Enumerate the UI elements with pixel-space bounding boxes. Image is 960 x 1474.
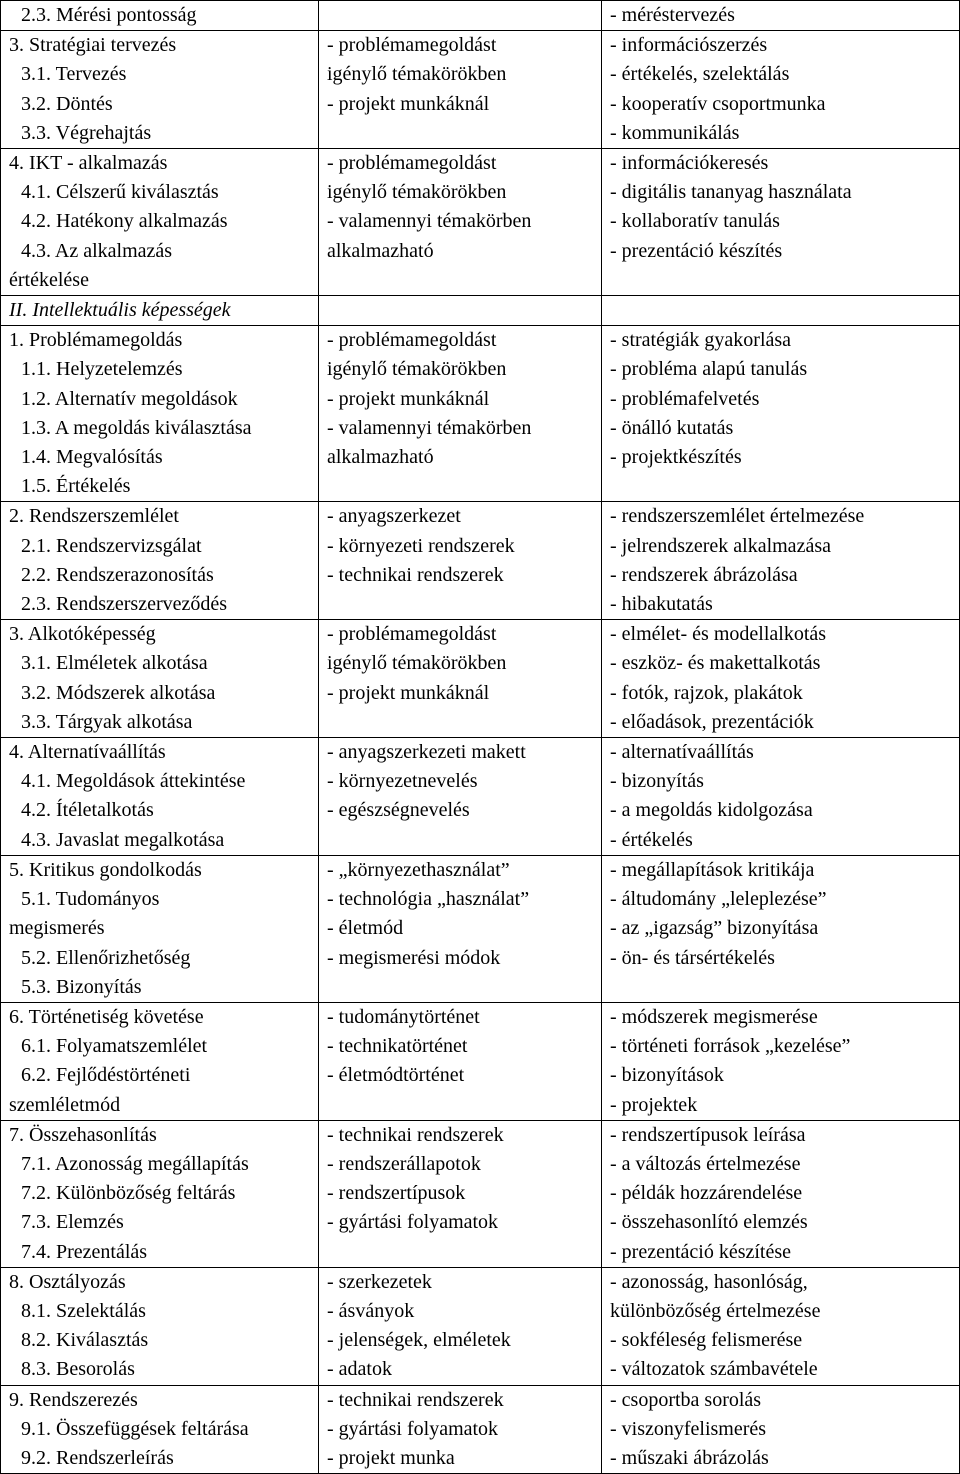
cell-line: - csoportba sorolás bbox=[610, 1388, 762, 1411]
skill-cell bbox=[1, 1267, 319, 1385]
activity-cell bbox=[602, 31, 960, 149]
table-row bbox=[1, 1120, 960, 1267]
cell-line: - az „igazság” bizonyítása bbox=[610, 917, 819, 940]
topic-cell bbox=[319, 1120, 602, 1267]
cell-line: - összehasonlító elemzés bbox=[610, 1211, 808, 1234]
cell-line: - adatok bbox=[327, 1358, 392, 1381]
cell-line: - életmódtörténet bbox=[327, 1064, 465, 1087]
activity-cell bbox=[602, 149, 960, 296]
cell-line: - probléma alapú tanulás bbox=[610, 358, 808, 381]
cell-line: - technikai rendszerek bbox=[327, 1123, 504, 1146]
cell-line: 1.1. Helyzetelemzés bbox=[21, 358, 183, 381]
cell-line: igénylő témakörökben bbox=[327, 181, 507, 204]
activity-cell bbox=[602, 620, 960, 738]
topic-cell bbox=[319, 1, 602, 31]
cell-line: - előadások, prezentációk bbox=[610, 710, 814, 733]
skill-cell bbox=[1, 1120, 319, 1267]
skill-cell bbox=[1, 620, 319, 738]
table-row bbox=[1, 296, 960, 326]
table-row bbox=[1, 502, 960, 620]
cell-line: 3.1. Tervezés bbox=[21, 63, 127, 86]
cell-line: 8.1. Szelektálás bbox=[21, 1299, 146, 1322]
cell-line: 3. Stratégiai tervezés bbox=[9, 34, 177, 57]
cell-line: szemléletmód bbox=[9, 1093, 121, 1116]
cell-line: 4.2. Ítéletalkotás bbox=[21, 799, 154, 822]
cell-line: - anyagszerkezeti makett bbox=[327, 741, 526, 764]
cell-line: - technikai rendszerek bbox=[327, 1388, 504, 1411]
table-row bbox=[1, 1267, 960, 1385]
cell-line: - önálló kutatás bbox=[610, 416, 734, 439]
cell-line: - problémamegoldást bbox=[327, 623, 497, 646]
cell-line: - projekt munkáknál bbox=[327, 681, 490, 704]
cell-line: - rendszerszemlélet értelmezése bbox=[610, 505, 865, 528]
table-row bbox=[1, 326, 960, 502]
cell-line: 5.2. Ellenőrizhetőség bbox=[21, 946, 191, 969]
table-row bbox=[1, 620, 960, 738]
topic-cell bbox=[319, 855, 602, 1002]
activity-cell bbox=[602, 855, 960, 1002]
cell-line: 2.2. Rendszerazonosítás bbox=[21, 563, 214, 586]
cell-line: - digitális tananyag használata bbox=[610, 181, 852, 204]
activity-cell bbox=[602, 1120, 960, 1267]
cell-line: 4.1. Célszerű kiválasztás bbox=[21, 181, 219, 204]
cell-line: - rendszerek ábrázolása bbox=[610, 563, 798, 586]
cell-line: - jelenségek, elméletek bbox=[327, 1329, 511, 1352]
cell-line: 4.3. Javaslat megalkotása bbox=[21, 828, 225, 851]
cell-line: - változatok számbavétele bbox=[610, 1358, 818, 1381]
cell-line: - kommunikálás bbox=[610, 121, 740, 144]
activity-cell bbox=[602, 502, 960, 620]
cell-line: 4.2. Hatékony alkalmazás bbox=[21, 210, 228, 233]
skill-cell bbox=[1, 738, 319, 856]
table-row bbox=[1, 855, 960, 1002]
topic-cell bbox=[319, 1267, 602, 1385]
table-row bbox=[1, 1002, 960, 1120]
cell-line: - viszonyfelismerés bbox=[610, 1417, 767, 1440]
topic-cell bbox=[319, 620, 602, 738]
cell-line: - technikatörténet bbox=[327, 1035, 468, 1058]
cell-line: - a megoldás kidolgozása bbox=[610, 799, 813, 822]
cell-line: 2.3. Rendszerszerveződés bbox=[21, 593, 228, 616]
cell-line: - technológia „használat” bbox=[327, 888, 530, 911]
cell-line: 9.1. Összefüggések feltárása bbox=[21, 1417, 249, 1440]
activity-cell bbox=[602, 738, 960, 856]
table-row bbox=[1, 738, 960, 856]
cell-line: - gyártási folyamatok bbox=[327, 1211, 499, 1234]
cell-line: 5. Kritikus gondolkodás bbox=[9, 858, 202, 881]
cell-line: 7.3. Elemzés bbox=[21, 1211, 124, 1234]
skill-cell bbox=[1, 1385, 319, 1474]
cell-line: 8. Osztályozás bbox=[9, 1270, 126, 1293]
cell-line: 2.1. Rendszervizsgálat bbox=[21, 534, 202, 557]
cell-line: - információkeresés bbox=[610, 152, 769, 175]
cell-line: - eszköz- és makettalkotás bbox=[610, 652, 821, 675]
cell-line: - gyártási folyamatok bbox=[327, 1417, 499, 1440]
cell-line: - műszaki ábrázolás bbox=[610, 1446, 769, 1469]
topic-cell bbox=[319, 1002, 602, 1120]
skill-cell bbox=[1, 31, 319, 149]
cell-line: 9. Rendszerezés bbox=[9, 1388, 138, 1411]
cell-line: különbözőség értelmezése bbox=[610, 1299, 821, 1322]
activity-cell bbox=[602, 1, 960, 31]
cell-line: - egészségnevelés bbox=[327, 799, 470, 822]
cell-line: 6.1. Folyamatszemlélet bbox=[21, 1035, 208, 1058]
cell-line: - hibakutatás bbox=[610, 593, 713, 616]
cell-line: értékelése bbox=[9, 268, 89, 291]
cell-line: - bizonyítások bbox=[610, 1064, 724, 1087]
cell-line: 3.3. Tárgyak alkotása bbox=[21, 710, 193, 733]
skill-cell bbox=[1, 296, 319, 326]
cell-line: - projekt munkáknál bbox=[327, 92, 490, 115]
cell-line: - értékelés bbox=[610, 828, 693, 851]
cell-line: 4. Alternatívaállítás bbox=[9, 741, 166, 764]
skill-cell bbox=[1, 149, 319, 296]
cell-line: 4.3. Az alkalmazás bbox=[21, 239, 173, 262]
cell-line: - problémamegoldást bbox=[327, 329, 497, 352]
cell-line: - információszerzés bbox=[610, 34, 768, 57]
skill-cell bbox=[1, 855, 319, 1002]
cell-line: - valamennyi témakörben bbox=[327, 416, 532, 439]
cell-line: - elmélet- és modellalkotás bbox=[610, 623, 827, 646]
cell-line: - megállapítások kritikája bbox=[610, 858, 815, 881]
cell-line: - jelrendszerek alkalmazása bbox=[610, 534, 831, 557]
table-row bbox=[1, 31, 960, 149]
cell-line: - szerkezetek bbox=[327, 1270, 432, 1293]
cell-line: 1.5. Értékelés bbox=[21, 475, 131, 498]
cell-line: - bizonyítás bbox=[610, 770, 704, 793]
cell-line: 5.1. Tudományos bbox=[21, 888, 160, 911]
cell-line: - problémamegoldást bbox=[327, 152, 497, 175]
cell-line: 7. Összehasonlítás bbox=[9, 1123, 157, 1146]
cell-line: - történeti források „kezelése” bbox=[610, 1035, 851, 1058]
table-row bbox=[1, 149, 960, 296]
cell-line: 1. Problémamegoldás bbox=[9, 329, 183, 352]
cell-line: 9.2. Rendszerleírás bbox=[21, 1446, 174, 1469]
cell-line: - „környezethasználat” bbox=[327, 858, 510, 881]
cell-line: - ásványok bbox=[327, 1299, 415, 1322]
cell-line: - kollaboratív tanulás bbox=[610, 210, 780, 233]
table-row bbox=[1, 1385, 960, 1474]
cell-line: - környezetnevelés bbox=[327, 770, 478, 793]
cell-line: - prezentáció készítés bbox=[610, 239, 783, 262]
activity-cell bbox=[602, 1267, 960, 1385]
cell-line: - problémamegoldást bbox=[327, 34, 497, 57]
cell-line: 4.1. Megoldások áttekintése bbox=[21, 770, 246, 793]
cell-line: - azonosság, hasonlóság, bbox=[610, 1270, 808, 1293]
topic-cell bbox=[319, 738, 602, 856]
cell-line: - tudománytörténet bbox=[327, 1005, 480, 1028]
cell-line: igénylő témakörökben bbox=[327, 63, 507, 86]
cell-line: - alternatívaállítás bbox=[610, 741, 754, 764]
topic-cell bbox=[319, 296, 602, 326]
cell-line: - technikai rendszerek bbox=[327, 563, 504, 586]
cell-line: - megismerési módok bbox=[327, 946, 501, 969]
cell-line: 3.3. Végrehajtás bbox=[21, 121, 152, 144]
cell-line: - rendszertípusok leírása bbox=[610, 1123, 806, 1146]
cell-line: - méréstervezés bbox=[610, 4, 735, 26]
activity-cell bbox=[602, 1385, 960, 1474]
cell-line: - környezeti rendszerek bbox=[327, 534, 515, 557]
activity-cell bbox=[602, 326, 960, 502]
cell-line: - prezentáció készítése bbox=[610, 1240, 792, 1263]
topic-cell bbox=[319, 1385, 602, 1474]
topic-cell bbox=[319, 149, 602, 296]
topic-cell bbox=[319, 31, 602, 149]
cell-line: - projekt munka bbox=[327, 1446, 455, 1469]
cell-line: 7.4. Prezentálás bbox=[21, 1240, 148, 1263]
cell-line: 3.1. Elméletek alkotása bbox=[21, 652, 208, 675]
cell-line: 6. Történetiség követése bbox=[9, 1005, 204, 1028]
cell-line: - rendszerállapotok bbox=[327, 1152, 481, 1175]
cell-line: 8.2. Kiválasztás bbox=[21, 1329, 149, 1352]
cell-line: - életmód bbox=[327, 917, 404, 940]
cell-line: - stratégiák gyakorlása bbox=[610, 329, 792, 352]
skill-cell bbox=[1, 1002, 319, 1120]
cell-line: megismerés bbox=[9, 917, 105, 940]
cell-line: - értékelés, szelektálás bbox=[610, 63, 790, 86]
topic-cell bbox=[319, 326, 602, 502]
skill-cell bbox=[1, 326, 319, 502]
cell-line: 8.3. Besorolás bbox=[21, 1358, 135, 1381]
cell-line: - áltudomány „leleplezése” bbox=[610, 888, 827, 911]
cell-line: II. Intellektuális képességek bbox=[9, 299, 231, 322]
cell-line: - módszerek megismerése bbox=[610, 1005, 818, 1028]
cell-line: 3.2. Módszerek alkotása bbox=[21, 681, 216, 704]
cell-line: alkalmazható bbox=[327, 446, 434, 469]
cell-line: - problémafelvetés bbox=[610, 387, 760, 410]
cell-line: 7.1. Azonosság megállapítás bbox=[21, 1152, 249, 1175]
cell-line: 1.2. Alternatív megoldások bbox=[21, 387, 238, 410]
activity-cell bbox=[602, 1002, 960, 1120]
cell-line: 6.2. Fejlődéstörténeti bbox=[21, 1064, 191, 1087]
cell-line: - ön- és társértékelés bbox=[610, 946, 775, 969]
cell-line: - rendszertípusok bbox=[327, 1182, 466, 1205]
cell-line: alkalmazható bbox=[327, 239, 434, 262]
skill-cell bbox=[1, 1, 319, 31]
cell-line: - valamennyi témakörben bbox=[327, 210, 532, 233]
cell-line: igénylő témakörökben bbox=[327, 652, 507, 675]
cell-line: 3.2. Döntés bbox=[21, 92, 113, 115]
cell-line: 2. Rendszerszemlélet bbox=[9, 505, 179, 528]
cell-line: 2.3. Mérési pontosság bbox=[21, 4, 197, 26]
cell-line: - projektek bbox=[610, 1093, 698, 1116]
cell-line: 3. Alkotóképesség bbox=[9, 623, 156, 646]
cell-line: 5.3. Bizonyítás bbox=[21, 975, 142, 998]
skill-cell bbox=[1, 502, 319, 620]
topic-cell bbox=[319, 502, 602, 620]
table-row bbox=[1, 1, 960, 31]
cell-line: 7.2. Különbözőség feltárás bbox=[21, 1182, 236, 1205]
cell-line: 4. IKT - alkalmazás bbox=[9, 152, 168, 175]
cell-line: - projekt munkáknál bbox=[327, 387, 490, 410]
cell-line: 1.3. A megoldás kiválasztása bbox=[21, 416, 252, 439]
cell-line: - fotók, rajzok, plakátok bbox=[610, 681, 803, 704]
cell-line: - projektkészítés bbox=[610, 446, 742, 469]
cell-line: - kooperatív csoportmunka bbox=[610, 92, 826, 115]
cell-line: - példák hozzárendelése bbox=[610, 1182, 803, 1205]
activity-cell bbox=[602, 296, 960, 326]
cell-line: - a változás értelmezése bbox=[610, 1152, 801, 1175]
cell-line: igénylő témakörökben bbox=[327, 358, 507, 381]
cell-line: - sokféleség felismerése bbox=[610, 1329, 803, 1352]
cell-line: - anyagszerkezet bbox=[327, 505, 461, 528]
cell-line: 1.4. Megvalósítás bbox=[21, 446, 163, 469]
